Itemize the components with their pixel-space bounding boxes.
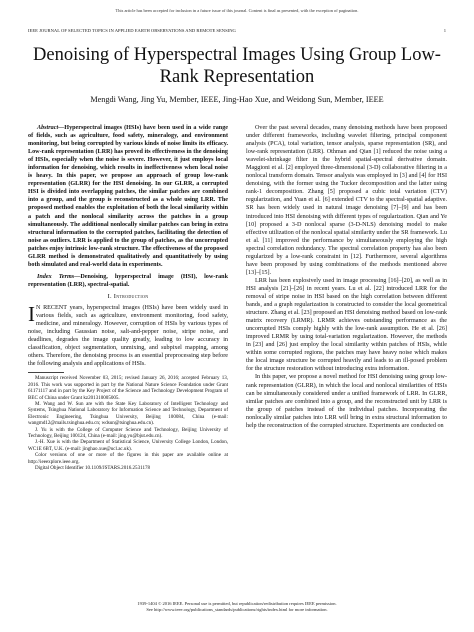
abstract-text: —Hyperspectral images (HSIs) have been used in a wide range of fields, such as agriculture, food safety, mineralogy, and environment monitoring, but being corrupted by various kinds of noise limits its efficacy. Low-rank representation (LRR) has proved its effectiveness in the denoising of HSIs, especially when the noise is severe. However, it just employs local information for denoising, which results in ineffectiveness when local noise is heavy. In this paper, we propose an approach of group low-rank representation (GLRR) for the HSI denoising. In our GLRR, a corrupted HSI is divided into overlapping patches, the similar patches are combined into a group, and the group is reconstructed as a whole using LRR. The proposed method enables the exploitation of both the local similarity within a patch and the nonlocal similarity across the patches in a group simultaneously. The additional nonlocally similar patches can bring in extra structural information to the corrupted patches, facilitating the detection of noise as outliers. LRR is applied to the group of patches, as the uncorrupted patches enjoy intrinsic low-rank structure. The effectiveness of the proposed GLRR method is demonstrated qualitatively and quantitatively by using both simulated and real-world data in experiments. xyxy=(28,125,228,268)
body-paragraph: LRR has been explosively used in image processing [16]–[20], as well as in HSI analysis [21]–[26] in recent years. Lu et al. [22] introduced LRR for the removal of stripe noise in HSI based on the high correlation between different bands, and a graph regularization is constructed to consider the local geometrical structure. Zhang et al. [23] proposed an HSI denoising method based on low-rank matrix recovery (LRMR). LRMR achieves outstanding performance as the uncorrupted HSIs comply highly with the low-rank assumption. He et al. [26] improved LRMR by using total-variation regularization. However, the methods in [23] and [26] just employ the local similarity within patches of HSIs, while within some corrupted regions, the patches may have heavy noise which makes the local image structure be corrupted heavily and leads to an ill-posed problem for the structure restoration without introducing extra information. xyxy=(246,277,447,373)
page-number: 1 xyxy=(443,28,446,33)
author-list: Mengdi Wang, Jing Yu, Member, IEEE, Jing-Hao Xue, and Weidong Sun, Member, IEEE xyxy=(90,95,384,104)
right-column xyxy=(246,124,447,430)
footnote-affiliation-yu: J. Yu is with the College of Computer Science and Technology, Beijing University of Technology, Beijing 100124, China (e-mail: jing.yu@bjut.edu.cn). xyxy=(28,426,228,439)
abstract-label: Abstract xyxy=(37,125,59,131)
rights-line: See http://www.ieee.org/publications_standards/publications/rights/index.html for more information. xyxy=(146,607,328,613)
paper-title: Denoising of Hyperspectral Images Using Group Low-Rank Representation xyxy=(33,45,441,87)
section-heading-introduction: I. Introduction xyxy=(107,292,149,300)
footnote-color-versions: Color versions of one or more of the figures in this paper are available online at http://ieeexplore.ieee.org. xyxy=(28,452,228,465)
drop-cap: I xyxy=(28,301,35,326)
intro-text: years, hyperspectral images (HSIs) have been widely used in various fields, such as agriculture, environment monitoring, food safety, medicine, and mineralogy. However, corruption of HSIs by various types of noise, including Gaussian noise, salt-and-pepper noise, stripe noise, and deadlines, degrades the image quality greatly, leading to low accuracy in classification, object segmentation, unmixing, and subpixel mapping, among others. Therefore, the denoising process is an essential preprocessing step before the following analysis and applications of HSIs. xyxy=(28,304,228,368)
running-head xyxy=(28,28,446,34)
acceptance-notice: This article has been accepted for inclusion in a future issue of this journal. Content is final as presented, with the exception of pagination. xyxy=(115,8,359,13)
footnote-affiliation-xue: J.-H. Xue is with the Department of Statistical Science, University College London, London, WC1E 6BT, U.K. (e-mail: jinghao.xue@ucl.ac.uk). xyxy=(28,439,228,452)
index-terms-text: —Denoising, hyperspectral image (HSI), low-rank representation (LRR), spectral-spatial. xyxy=(28,273,228,288)
body-paragraph: Over the past several decades, many denoising methods have been proposed under different frameworks, including wavelet filtering, principal component analysis (PCA), total variation, tensor analysis, sparse representation (SR), and low-rank representation (LRR). Othman and Qian [1] reduced the noise using a wavelet-shrinkage filter in the hybrid spatial-spectral derivative domain. Maggioni et al. [2] employed three-dimensional (3-D) collaborative filtering in a nonlocal transform domain. Tensor analysis was employed in [3] and [4] for HSI denoising, with the former using the Tucker decomposition and the latter using rank-1 decomposition. Zhang [5] proposed a cubic total variation (CTV) regularization, and Yuan et al. [6] extended CTV to the spectral-spatial adaptive. SR has been widely used in natural image denoising [7]–[9] and has been introduced into HSI denoising with different types of regularization. Qian and Ye [10] proposed a 3-D nonlocal sparse (3-D-NLS) denoising model to make effective utilization of the nonlocal spatial similarity under the SR framework. Lu et al. [11] improved the performance by simultaneously employing the high spectral correlation redundancy. The spectral correlation property has also been regularized by a low-rank constraint in [12]. Furthermore, several algorithms have been proposed by using combinations of the methods mentioned above [13]–[15]. xyxy=(246,125,447,276)
footnote-doi: Digital Object Identifier 10.1109/JSTARS.2016.2531178 xyxy=(35,465,151,471)
footnote-manuscript: Manuscript received November 03, 2015; revised January 26, 2016; accepted February 13, 2016. This work was supported in part by the National Nature Science Foundation under Grant 61171117 and in part by the Key Project of the Science and Technology Development Program of BEC of China under Grant kz201310005005. xyxy=(28,375,228,401)
footnote-affiliation-wang-sun: M. Wang and W. Sun are with the State Key Laboratory of Intelligent Technology and Systems, Tsinghua National Laboratory for Information Science and Technology, Department of Electronic Engineering, Tsinghua University, Beijing 100084, China (e-mail: wangmd12@mails.tsinghua.edu.cn; wdsun@tsinghua.edu.cn). xyxy=(28,400,228,427)
intro-paragraph xyxy=(28,301,228,368)
copyright-footer xyxy=(0,601,474,613)
left-column xyxy=(28,124,228,471)
journal-name: IEEE JOURNAL OF SELECTED TOPICS IN APPLIED EARTH OBSERVATIONS AND REMOTE SENSING xyxy=(28,28,236,33)
index-terms-label: Index Terms xyxy=(37,273,75,280)
intro-first-words: N RECENT xyxy=(36,304,67,311)
abstract xyxy=(28,124,228,269)
footnote-divider xyxy=(28,372,64,373)
issn-line: 1939-1404 © 2016 IEEE. Personal use is permitted, but republication/redistribution requires IEEE permission. xyxy=(137,601,337,606)
index-terms xyxy=(28,273,228,289)
body-paragraph: In this paper, we propose a novel method for HSI denoising using group low-rank representation (GLRR), in which the local and nonlocal similarities of HSIs can be simultaneously considered under a unified framework of LRR. In GLRR, similar patches are combined into a group, and the reconstructed unit by LRR is the group of patches instead of the individual patches. Incorporating the nonlocally similar patches into LRR will bring in extra structural information to help the reconstruction of the corrupted structure. Experiments are conducted on xyxy=(246,374,447,429)
